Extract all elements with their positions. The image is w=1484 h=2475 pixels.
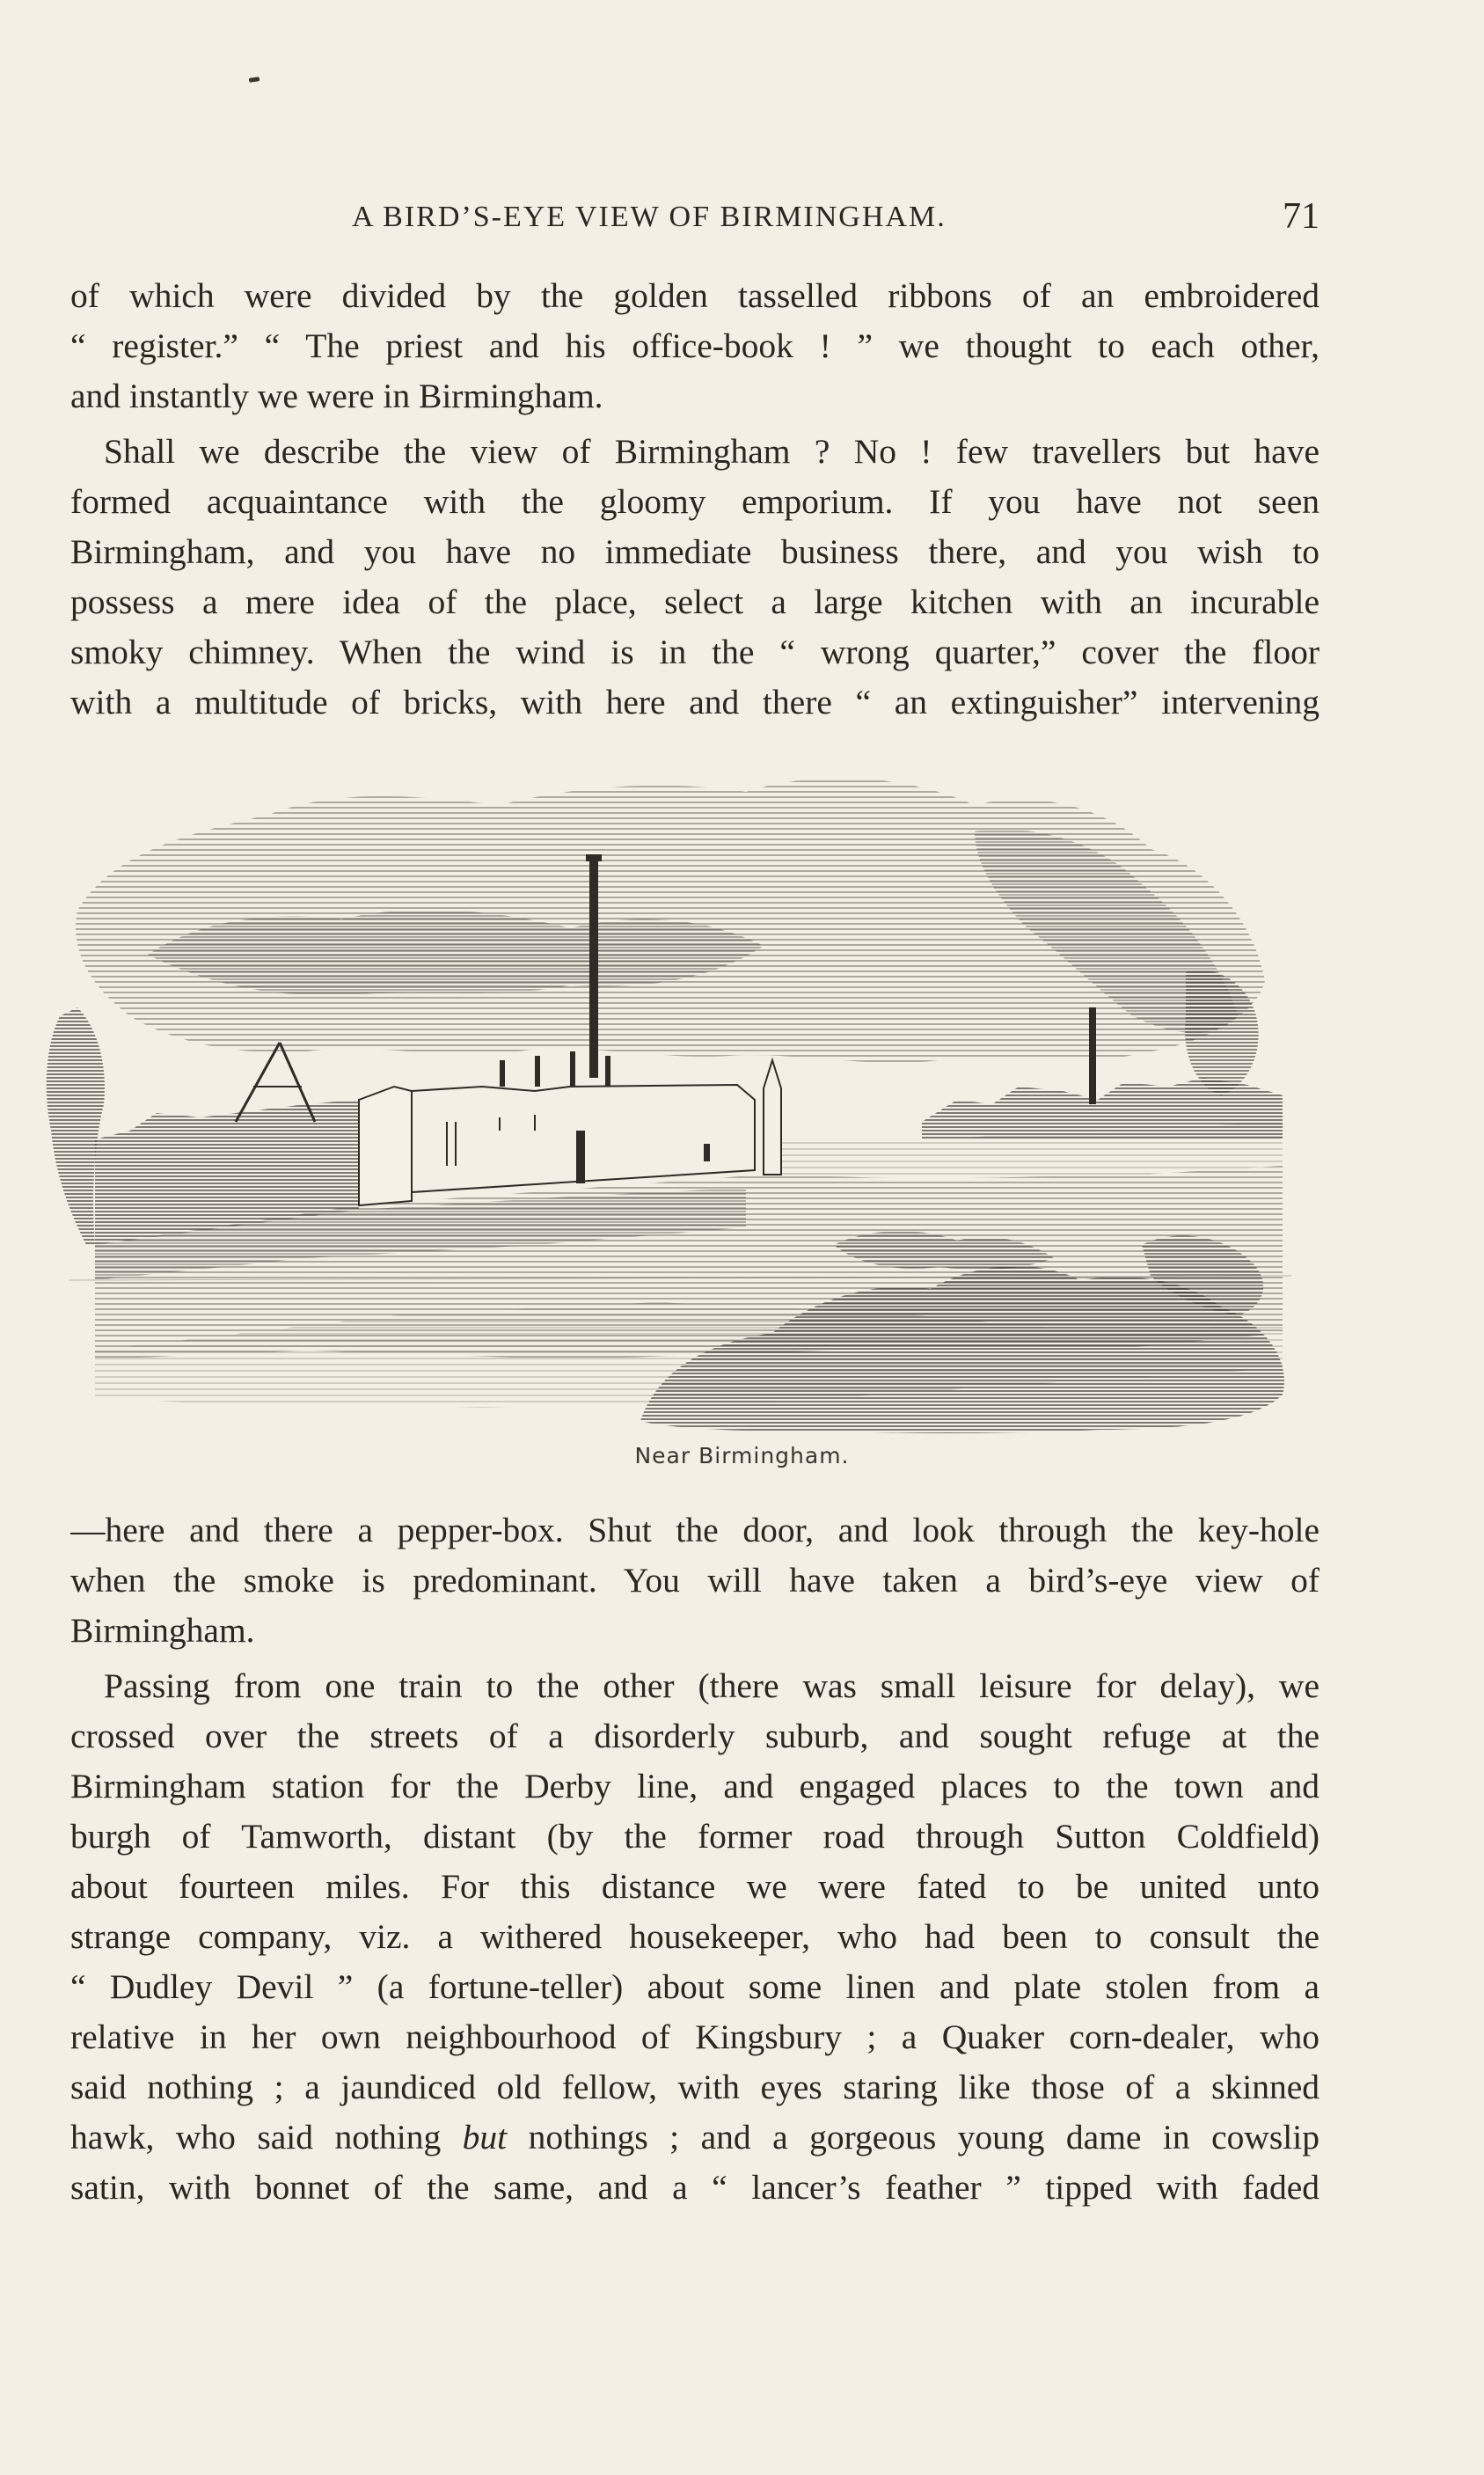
text-line-with-italic: [70, 2113, 1320, 2163]
text-line: Birmingham.: [70, 1611, 255, 1650]
text-line: possess a mere idea of the place, select a large kitchen with an incurable: [70, 582, 1320, 621]
running-title: A BIRD’S-EYE VIEW OF BIRMINGHAM.: [352, 201, 947, 233]
italic-word: but: [462, 2118, 508, 2156]
smoke-clouds: [76, 778, 1265, 1095]
text-line: said nothing ; a jaundiced old fellow, with eyes staring like those of a skinned: [70, 2068, 1320, 2106]
text-line: relative in her own neighbourhood of Kingsbury ; a Quaker corn-dealer, who: [70, 2017, 1320, 2056]
stray-ink-mark: [249, 77, 260, 83]
text-line: “ Dudley Devil ” (a fortune-teller) about some linen and plate stolen from a: [70, 1967, 1320, 2006]
text-line: Birmingham, and you have no immediate business there, and you wish to: [70, 532, 1320, 571]
text-line: —here and there a pepper-box. Shut the door, and look through the key-hole: [70, 1511, 1320, 1549]
text-line: Passing from one train to the other (there was small leisure for delay), we: [104, 1666, 1320, 1705]
text-line: and instantly we were in Birmingham.: [70, 377, 603, 415]
text-line: satin, with bonnet of the same, and a “ lancer’s feather ” tipped with faded: [70, 2168, 1320, 2207]
running-head: [70, 196, 1320, 250]
bottom-text-block: [70, 1505, 1320, 2213]
text-line: burgh of Tamworth, distant (by the former road through Sutton Coldfield): [70, 1817, 1320, 1856]
engraving-illustration: [42, 752, 1322, 1439]
text-segment: nothings ; and a gorgeous young dame in cowslip: [507, 2118, 1320, 2156]
text-line: Birmingham station for the Derby line, and engaged places to the town and: [70, 1767, 1320, 1805]
text-line: smoky chimney. When the wind is in the “ wrong quarter,” cover the floor: [70, 633, 1320, 671]
text-segment: hawk, who said nothing: [70, 2118, 463, 2156]
text-line: strange company, viz. a withered housekeeper, who had been to consult the: [70, 1917, 1320, 1956]
page-number: 71: [1283, 196, 1320, 237]
factory-chimney: [1089, 1007, 1096, 1104]
text-line: about fourteen miles. For this distance we were fated to be united unto: [70, 1867, 1320, 1906]
text-line: of which were divided by the golden tasselled ribbons of an embroidered: [70, 276, 1320, 315]
top-text-block: [70, 271, 1320, 728]
text-line: “ register.” “ The priest and his office-book ! ” we thought to each other,: [70, 326, 1320, 365]
text-line: when the smoke is predominant. You will have taken a bird’s-eye view of: [70, 1561, 1320, 1600]
engraving-near-birmingham: [42, 752, 1322, 1439]
figure-caption: Near Birmingham.: [634, 1443, 850, 1468]
text-line: crossed over the streets of a disorderly suburb, and sought refuge at the: [70, 1717, 1320, 1755]
text-line: with a multitude of bricks, with here and there “ an extinguisher” intervening: [70, 683, 1320, 721]
text-line: Shall we describe the view of Birmingham ? No ! few travellers but have: [104, 432, 1320, 471]
text-line: formed acquaintance with the gloomy emporium. If you have not seen: [70, 482, 1320, 521]
